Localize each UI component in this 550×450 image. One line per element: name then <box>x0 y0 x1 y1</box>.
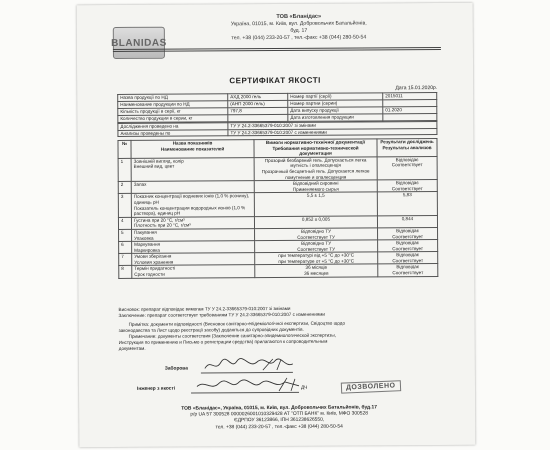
col-header-results <box>377 139 437 157</box>
meta-label: Дата изготовления продукции <box>288 114 383 122</box>
conclusion-ru: Заключение: препарат соответствует требованиям ТУ У 24.2-33665379-010:2007 с изменениями <box>118 311 325 318</box>
row-requirement <box>254 157 377 181</box>
row-res-ru: Соответствует <box>391 185 423 192</box>
row-name <box>131 157 254 181</box>
table-row <box>118 128 437 137</box>
engineer-label: Інженер з якості <box>136 386 176 392</box>
row-name-ru: Упаковка <box>134 235 154 241</box>
meta-value: АХД 2000 гель <box>228 93 288 100</box>
document-title: СЕРТИФІКАТ ЯКОСТІ <box>229 75 321 86</box>
row-res-ua: Відповідає <box>396 240 420 246</box>
row-result <box>377 156 437 180</box>
row-res-ru: Соответствует <box>392 233 423 239</box>
row-req-ru: Соответствует ТУ <box>297 234 335 240</box>
note-ru-3: документам. <box>118 345 146 351</box>
col-header-res-ru: Результаты анализов <box>382 144 432 150</box>
table-row <box>119 264 438 278</box>
row-num: 3 <box>118 194 131 217</box>
row-name-ua: Показник концентрації водневих іонів (1,0 % розчину), одиниць pH <box>133 193 250 205</box>
row-num: 7 <box>119 254 132 266</box>
col-header-req-ua: Вимоги нормативно-технічної документації <box>265 139 366 146</box>
row-name <box>131 193 254 217</box>
meta-value: 01.2020 <box>383 107 437 114</box>
row-num: 2 <box>118 182 131 194</box>
row-result <box>377 215 437 228</box>
row-name <box>132 253 255 266</box>
meta-value: 2015011 <box>383 93 437 100</box>
meta-label: Количество продукции в серии, кг <box>118 115 228 123</box>
footer-phones: тел. +38 (044) 233-20-57 , тел.-факс +38 (044) 280-50-54 <box>215 424 343 430</box>
row-res-ua: 0,844 <box>401 215 414 221</box>
row-res-ua: Відповідає <box>395 180 419 186</box>
row-name-ru: Условия хранения <box>134 259 174 265</box>
row-num: 6 <box>119 241 132 253</box>
row-name-ru: Срок годности <box>134 271 165 277</box>
row-result <box>377 180 437 193</box>
row-num: 1 <box>118 158 131 181</box>
row-name <box>131 216 254 229</box>
row-name-ua: Зовнішній вигляд, колір <box>133 158 184 164</box>
note-ua-1: Примітка: документи відповідності (Висновок санітарно-епідеміологічної експертизи, Свідоцтво щодо <box>128 320 346 327</box>
analysis-standard-table <box>117 121 437 137</box>
row-name-ru: Внешний вид, цвет <box>133 163 175 170</box>
col-header-num: № <box>118 140 131 158</box>
company-logo <box>113 27 165 59</box>
row-num: 5 <box>119 229 132 241</box>
col-header-name <box>131 140 254 159</box>
meta-label: Кількість продукції в серії, кг <box>118 108 228 116</box>
row-result <box>378 252 438 265</box>
row-res-ua: Відповідає <box>395 156 419 163</box>
letterhead <box>169 13 429 43</box>
note-ru-1: Примечание: документы соответствия (Заключение санитарно-эпидемиологической экспертизы, <box>128 332 336 339</box>
footer-edrpou: ЄДРПОУ 36123866, ІПН 361238626550, <box>234 418 325 424</box>
row-req-ru: Применяемого сырья <box>292 186 339 192</box>
letterhead-building: буд. 17 <box>290 27 308 34</box>
row-result <box>378 240 438 253</box>
meta-label: Номер партії (серії) <box>288 93 383 101</box>
meta-value <box>228 114 288 121</box>
conclusion-block <box>118 305 438 352</box>
row-req-ua: Відповідно ТУ <box>300 228 332 234</box>
row-name-ua: Запах <box>133 181 147 188</box>
footer-bank: р/р UA 57 300528 0000026001010329428 АТ "ОТП БАНК" м. Київ, МФО 300528 <box>190 411 368 418</box>
col-header-req-ru: Требования нормативно-технической документации <box>272 145 359 157</box>
meta-label: Наименование продукции по НД <box>118 101 228 109</box>
note-ua-2: законодавства та Лист щодо реєстрації засобу) додаються до супровідних документів. <box>118 326 304 333</box>
row-requirement <box>255 252 378 265</box>
row-num: 8 <box>119 266 132 278</box>
approval-stamp: ДОЗВОЛЕНО <box>341 380 401 393</box>
row-name-ua: Термін придатності <box>134 266 176 272</box>
row-name <box>132 229 255 242</box>
table-row <box>118 192 437 217</box>
meta-value <box>383 114 437 121</box>
table-header-row <box>118 139 437 159</box>
col-header-requirements <box>254 139 377 158</box>
row-name-ru: Показатель концентрации водородных ионов (1,0 % раствора), единиц pH <box>133 204 246 216</box>
row-req-ru: Прозрачный бесцветный гель. Допускается легкое помутнение и опалесценция <box>261 168 370 180</box>
row-result <box>377 192 437 216</box>
row-requirement <box>254 192 377 216</box>
row-name <box>131 181 254 194</box>
row-req-ua: 36 місяців <box>305 265 327 271</box>
row-name <box>132 241 255 254</box>
row-res-ru: Соответствует <box>392 270 424 276</box>
letterhead-address: Україна, 01015, м. Київ, вул. Добровольчих Батальйонів, <box>230 20 367 28</box>
certificate-page <box>77 3 476 447</box>
approved-label: Заборова <box>164 366 188 372</box>
logo-text: BLANIDAS <box>111 37 167 49</box>
meta-label: Дата випуску продукції <box>288 107 383 115</box>
spec-label: Дослідження проведено на <box>118 123 228 130</box>
document-date: Дата 15.01.2020р. <box>395 85 438 92</box>
meta-label: Назва продукції по НД <box>118 94 228 102</box>
meta-value: (АНП 2000 гель) <box>228 100 288 107</box>
row-res-ua: Відповідає <box>396 264 420 270</box>
spec-value: ТУ У 24.2-33665379-010:2007 зі змінами <box>228 122 437 130</box>
letterhead-company: ТОВ «Бланідас» <box>276 13 322 20</box>
row-requirement <box>254 180 377 193</box>
row-req-ua: Прозорий безбарвний гель. Допускається легка мутність і опалесценція <box>264 157 367 169</box>
meta-label: Номер партии (серии) <box>288 100 383 108</box>
row-req-ua: 5,5 ± 1,5 <box>306 193 325 199</box>
meta-value: 797,8 <box>228 107 288 114</box>
row-name-ru: Плотность при 20 °С, г/см³ <box>133 222 191 229</box>
engineer-suffix: ДЧ <box>300 385 308 391</box>
quality-results-table <box>117 138 438 279</box>
row-res-ua: Відповідає <box>396 252 420 258</box>
row-res-ua: Відповідає <box>396 228 419 234</box>
row-num: 4 <box>118 217 131 229</box>
row-result <box>378 227 438 240</box>
row-name <box>132 265 255 278</box>
row-requirement <box>254 216 377 229</box>
row-name-ua: Умови зберігання <box>134 253 172 260</box>
row-res-ua: 5,83 <box>402 192 412 198</box>
row-name-ua: Пакування <box>134 229 157 235</box>
row-req-ua: Відповідний сировині <box>293 180 339 187</box>
approved-signature-scrawl <box>203 356 295 375</box>
row-name-ua: Густина при 20 °С, г/см³ <box>133 217 185 223</box>
spec-label: Анализы проведены по <box>118 129 228 136</box>
col-header-name-ua: Назва показників <box>172 140 213 146</box>
letterhead-phones: тел. +38 (044) 233-20-57 , тел.-факс +38 (044) 280-50-54 <box>231 34 367 42</box>
row-requirement <box>255 240 378 253</box>
row-name-ua: Маркування <box>134 241 160 247</box>
batch-info-table <box>117 92 437 123</box>
row-req-ru: 36 месяцев <box>304 270 329 276</box>
row-requirement <box>255 264 378 277</box>
row-res-ru: Соответствует <box>391 162 423 168</box>
conclusion-ua: Висновок: препарат відповідає вимогам ТУ У 24.2-33665379-010:2007 зі змінами <box>118 305 291 312</box>
row-req-ua: 0,852 ± 0,005 <box>301 216 331 222</box>
row-name-ru: Маркировка <box>134 247 160 253</box>
note-ru-2: Инструкция по применению и Письмо о регистрации средства) прилагаются к сопроводительным <box>118 338 328 345</box>
col-header-name-ru: Наименование показателей <box>160 145 225 152</box>
row-req-ru: Соответствует ТУ <box>297 246 336 252</box>
row-req-ru: при температуре от +5 °С до +30°С <box>278 258 355 264</box>
row-result <box>378 264 438 277</box>
engineer-signature-scrawl <box>195 376 301 395</box>
spec-value: ТУ У 24.2-33665379-010:2007 с изменениями <box>228 128 437 136</box>
table-row <box>118 156 437 181</box>
row-res-ru: Соответствует <box>392 257 424 264</box>
row-req-ua: при температурі від +5 °С до +30°С <box>278 252 355 259</box>
footer-block <box>119 405 439 432</box>
row-requirement <box>255 228 378 241</box>
row-res-ru: Соответствует <box>392 245 424 251</box>
col-header-res-ua: Результати досліджень <box>380 139 434 145</box>
footer-company: ТОВ «Бланідас», Україна, 01015, м. Київ, вул. Добровольчих Батальйонів, буд.17 <box>181 405 377 412</box>
row-req-ua: Відповідно ТУ <box>301 240 332 246</box>
